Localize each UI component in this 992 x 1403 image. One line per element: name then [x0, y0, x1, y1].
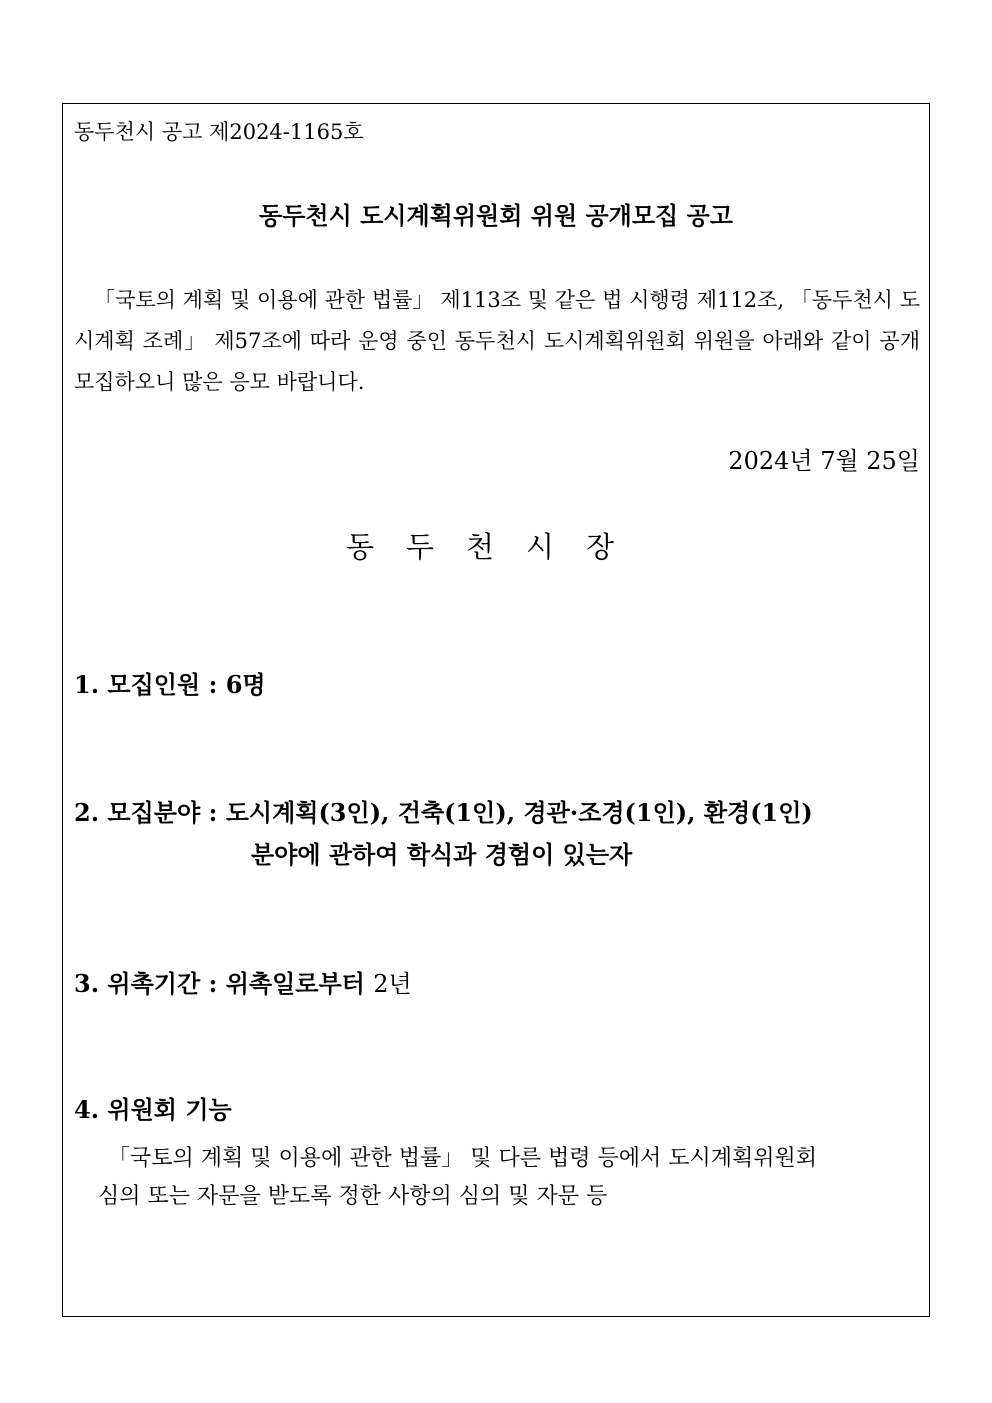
item-appointment-period-label: 3. 위촉기간 : 위촉일로부터 [74, 969, 365, 998]
item-recruitment-field-continued: 분야에 관하여 학식과 경험이 있는자 [251, 840, 633, 869]
committee-function-line-2: 심의 또는 자문을 받도록 정한 사항의 심의 및 자문 등 [98, 1184, 608, 1209]
item-recruitment-count: 1. 모집인원 : 6명 [74, 670, 266, 699]
notice-signer: 동두천시장 [345, 530, 647, 564]
notice-date: 2024년 7월 25일 [728, 447, 920, 475]
notice-number: 동두천시 공고 제2024-1165호 [74, 120, 364, 144]
item-appointment-period [74, 964, 412, 999]
item-appointment-period-value: 2년 [373, 970, 412, 998]
item-recruitment-field: 2. 모집분야 : 도시계획(3인), 건축(1인), 경관·조경(1인), 환경(1인) [74, 798, 813, 827]
committee-function-line-1: 「국토의 계획 및 이용에 관한 법률」 및 다른 법령 등에서 도시계획위원회 [108, 1146, 817, 1171]
notice-title: 동두천시 도시계획위원회 위원 공개모집 공고 [259, 201, 733, 230]
item-committee-function-desc [98, 1140, 898, 1216]
notice-intro: 「국토의 계획 및 이용에 관한 법률」 제113조 및 같은 법 시행령 제112조, 「동두천시 도시계획 조례」 제57조에 따라 운영 중인 동두천시 도시계획위원회 위원을 아래와 같이 공개 모집하오니 많은 응모 바랍니다. [74, 288, 920, 394]
item-committee-function-heading: 4. 위원회 기능 [74, 1095, 232, 1124]
